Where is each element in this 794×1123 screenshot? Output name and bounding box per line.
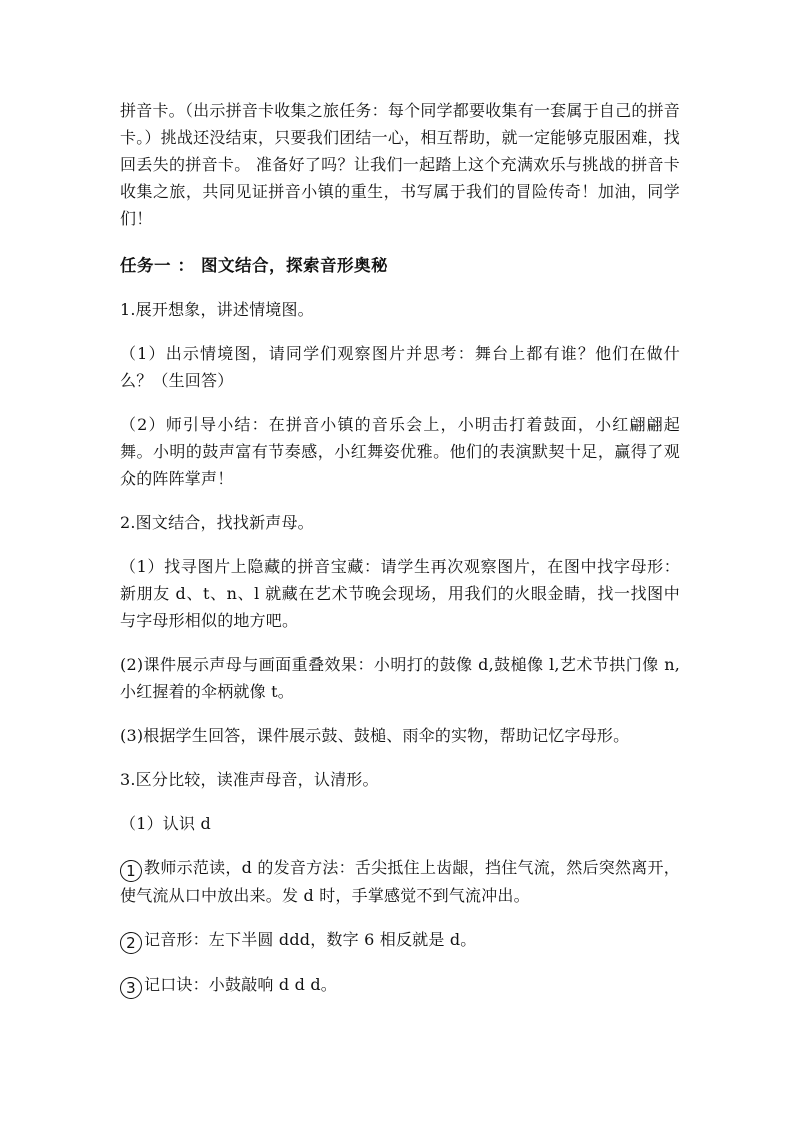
step-2-text: 记音形：左下半圆 ddd，数字 6 相反就是 d。 (144, 930, 477, 949)
section2-item-1: （1）找寻图片上隐藏的拼音宝藏：请学生再次观察图片，在图中找字母形：新朋友 d、t、n、l 就藏在艺术节晚会现场，用我们的火眼金睛，找一找图中与字母形相似的地方吧。 (120, 557, 680, 630)
step-3 (120, 971, 680, 999)
step-1-text: 教师示范读，d 的发音方法：舌尖抵住上齿龈，挡住气流，然后突然离开，使气流从口中放出来。发 d 时，手掌感觉不到气流冲出。 (120, 858, 680, 905)
section2-item-3: (3)根据学生回答，课件展示鼓、鼓槌、雨伞的实物，帮助记忆字母形。 (120, 726, 630, 745)
circled-number-2: 2 (120, 932, 142, 954)
task-number: 任务一 (120, 256, 171, 275)
document-body (120, 97, 680, 999)
step-2 (120, 926, 680, 954)
step-3-text: 记口诀：小鼓敲响 d d d。 (144, 975, 337, 994)
section1-item-2: （2）师引导小结：在拼音小镇的音乐会上，小明击打着鼓面，小红翩翩起舞。小明的鼓声富有节奏感，小红舞姿优雅。他们的表演默契十足，赢得了观众的阵阵掌声！ (120, 415, 680, 488)
section-title-3: 3.区分比较，读准声母音，认清形。 (120, 770, 379, 789)
step-1 (120, 854, 680, 909)
section2-item-2: (2)课件展示声母与画面重叠效果：小明打的鼓像 d,鼓槌像 l,艺术节拱门像 n,小红握着的伞柄就像 t。 (120, 655, 680, 701)
section1-item-1: （1）出示情境图，请同学们观察图片并思考：舞台上都有谁？他们在做什么？（生回答） (120, 344, 680, 390)
section-title-1: 1.展开想象，讲述情境图。 (120, 300, 314, 319)
circled-number-3: 3 (120, 977, 142, 999)
task-heading (120, 252, 680, 279)
circled-number-1: 1 (120, 860, 142, 882)
intro-paragraph: 拼音卡。（出示拼音卡收集之旅任务：每个同学都要收集有一套属于自己的拼音卡。）挑战还没结束，只要我们团结一心，相互帮助，就一定能够克服困难，找回丢失的拼音卡。 准备好了吗？让我们一起踏上这个充满欢乐与挑战的拼音卡收集之旅，共同见证拼音小镇的重生，书写属于我们的冒险传奇！加油，同学们！ (120, 101, 680, 228)
task-separator: ： (177, 256, 195, 275)
section3-sub-1: （1）认识 d (120, 814, 211, 833)
task-title: 图文结合，探索音形奥秘 (201, 256, 388, 275)
section-title-2: 2.图文结合，找找新声母。 (120, 513, 314, 532)
